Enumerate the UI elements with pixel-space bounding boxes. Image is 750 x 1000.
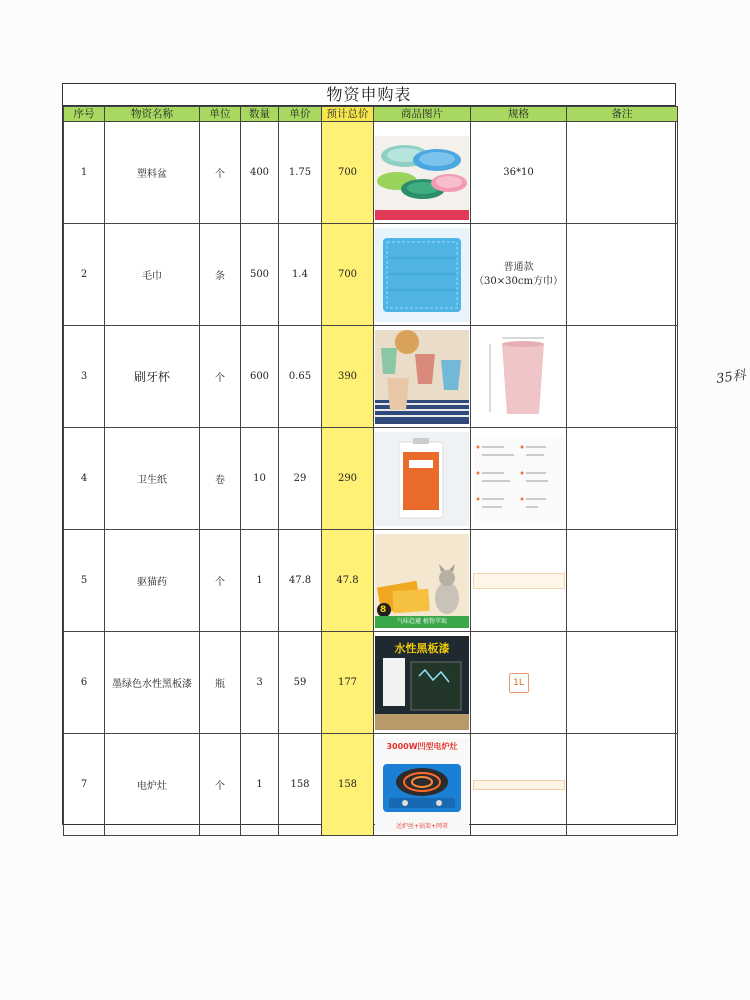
cell-total: 158: [322, 734, 374, 836]
spec-1l-tag: 1L: [509, 673, 529, 693]
cell-image: [374, 224, 471, 326]
cell-price: 0.65: [279, 326, 322, 428]
photo-header-text: 水性黑板漆: [394, 641, 450, 655]
cell-no: 4: [64, 428, 105, 530]
purchase-request-sheet: [62, 83, 676, 830]
paper-spec-table-image: [474, 437, 564, 521]
plastic-basins-photo: [375, 126, 469, 220]
table-row: [64, 632, 678, 734]
electric-stove-photo: [375, 738, 469, 832]
cell-price: 29: [279, 428, 322, 530]
toilet-paper-photo: [375, 432, 469, 526]
cell-name: 墨绿色水性黑板漆: [105, 632, 200, 734]
cell-price: 1.4: [279, 224, 322, 326]
cell-unit: 个: [200, 326, 241, 428]
table-row: [64, 530, 678, 632]
cell-image: [374, 632, 471, 734]
cell-unit: 个: [200, 734, 241, 836]
cell-name: 卫生纸: [105, 428, 200, 530]
cell-name: 刷牙杯: [105, 326, 200, 428]
photo-footer-text: 送炉丝+锅架+网罩: [395, 822, 449, 830]
header-no: 序号: [64, 107, 105, 122]
photo-badge: 8: [380, 604, 387, 615]
cell-no: 5: [64, 530, 105, 632]
cell-unit: 瓶: [200, 632, 241, 734]
photo-footer-strip: [375, 210, 469, 220]
cell-image: [374, 734, 471, 836]
cell-total: 700: [322, 122, 374, 224]
cell-no: 3: [64, 326, 105, 428]
cell-unit: 条: [200, 224, 241, 326]
purchase-table: [63, 106, 678, 836]
cell-name: 毛巾: [105, 224, 200, 326]
photo-footer-strip: 气味趋避 植物萃取: [375, 616, 469, 628]
cell-spec: [471, 632, 567, 734]
cell-image: [374, 326, 471, 428]
spec-table-illustration: [474, 437, 564, 521]
cat-repellent-photo: [375, 534, 469, 628]
header-image: 商品图片: [374, 107, 471, 122]
cell-name: 电炉灶: [105, 734, 200, 836]
header-note: 备注: [567, 107, 678, 122]
cell-note: [567, 632, 678, 734]
cell-price: 1.75: [279, 122, 322, 224]
cell-unit: 个: [200, 530, 241, 632]
cell-qty: 1: [241, 734, 279, 836]
pink-cup-spec-image: [474, 332, 564, 422]
cell-qty: 600: [241, 326, 279, 428]
cell-spec: [471, 428, 567, 530]
header-price: 单价: [279, 107, 322, 122]
header-row: [64, 107, 678, 122]
table-row: [64, 224, 678, 326]
cell-unit: 个: [200, 122, 241, 224]
cell-qty: 500: [241, 224, 279, 326]
table-row: [64, 122, 678, 224]
cell-price: 59: [279, 632, 322, 734]
cell-qty: 10: [241, 428, 279, 530]
basins-illustration: [375, 126, 469, 220]
blackboard-paint-photo: [375, 636, 469, 730]
cat-repellent-illustration: [375, 534, 469, 628]
cell-name: 驱猫药: [105, 530, 200, 632]
cell-image: [374, 122, 471, 224]
cell-name: 塑料盆: [105, 122, 200, 224]
cell-spec: 普通款 （30×30cm方巾）: [471, 224, 567, 326]
cell-total: 700: [322, 224, 374, 326]
header-name: 物资名称: [105, 107, 200, 122]
header-qty: 数量: [241, 107, 279, 122]
cell-qty: 400: [241, 122, 279, 224]
cell-total: 290: [322, 428, 374, 530]
table-row: [64, 734, 678, 836]
cell-qty: 3: [241, 632, 279, 734]
cell-note: [567, 734, 678, 836]
cell-note: [567, 326, 678, 428]
toothbrush-cups-photo: [375, 330, 469, 424]
header-total: 预计总价: [322, 107, 374, 122]
cell-unit: 卷: [200, 428, 241, 530]
blue-towel-photo: [375, 228, 469, 322]
table-row: [64, 326, 678, 428]
pink-cup-illustration: [474, 332, 564, 422]
towel-illustration: [375, 228, 469, 322]
toilet-paper-illustration: [375, 432, 469, 526]
cell-note: [567, 428, 678, 530]
cell-no: 2: [64, 224, 105, 326]
cell-price: 158: [279, 734, 322, 836]
cell-spec: 36*10: [471, 122, 567, 224]
cell-note: [567, 530, 678, 632]
cell-image: [374, 530, 471, 632]
cell-price: 47.8: [279, 530, 322, 632]
cell-total: 390: [322, 326, 374, 428]
sheet-title: 物资申购表: [63, 84, 675, 106]
cell-spec: [471, 326, 567, 428]
cell-total: 47.8: [322, 530, 374, 632]
table-row: [64, 428, 678, 530]
cell-no: 6: [64, 632, 105, 734]
header-unit: 单位: [200, 107, 241, 122]
cell-no: 7: [64, 734, 105, 836]
header-spec: 规格: [471, 107, 567, 122]
cell-note: [567, 122, 678, 224]
cell-total: 177: [322, 632, 374, 734]
stove-spec-tag-image: [473, 780, 565, 790]
photo-header-text: 3000W凹型电炉灶: [386, 741, 458, 751]
stove-illustration: [375, 738, 469, 832]
cell-no: 1: [64, 122, 105, 224]
cell-spec: [471, 734, 567, 836]
cell-spec: [471, 530, 567, 632]
handwritten-note: 35科: [715, 367, 747, 387]
cell-image: [374, 428, 471, 530]
cups-illustration: [375, 330, 469, 424]
product-spec-tag-image: [473, 573, 565, 589]
cell-note: [567, 224, 678, 326]
cell-qty: 1: [241, 530, 279, 632]
